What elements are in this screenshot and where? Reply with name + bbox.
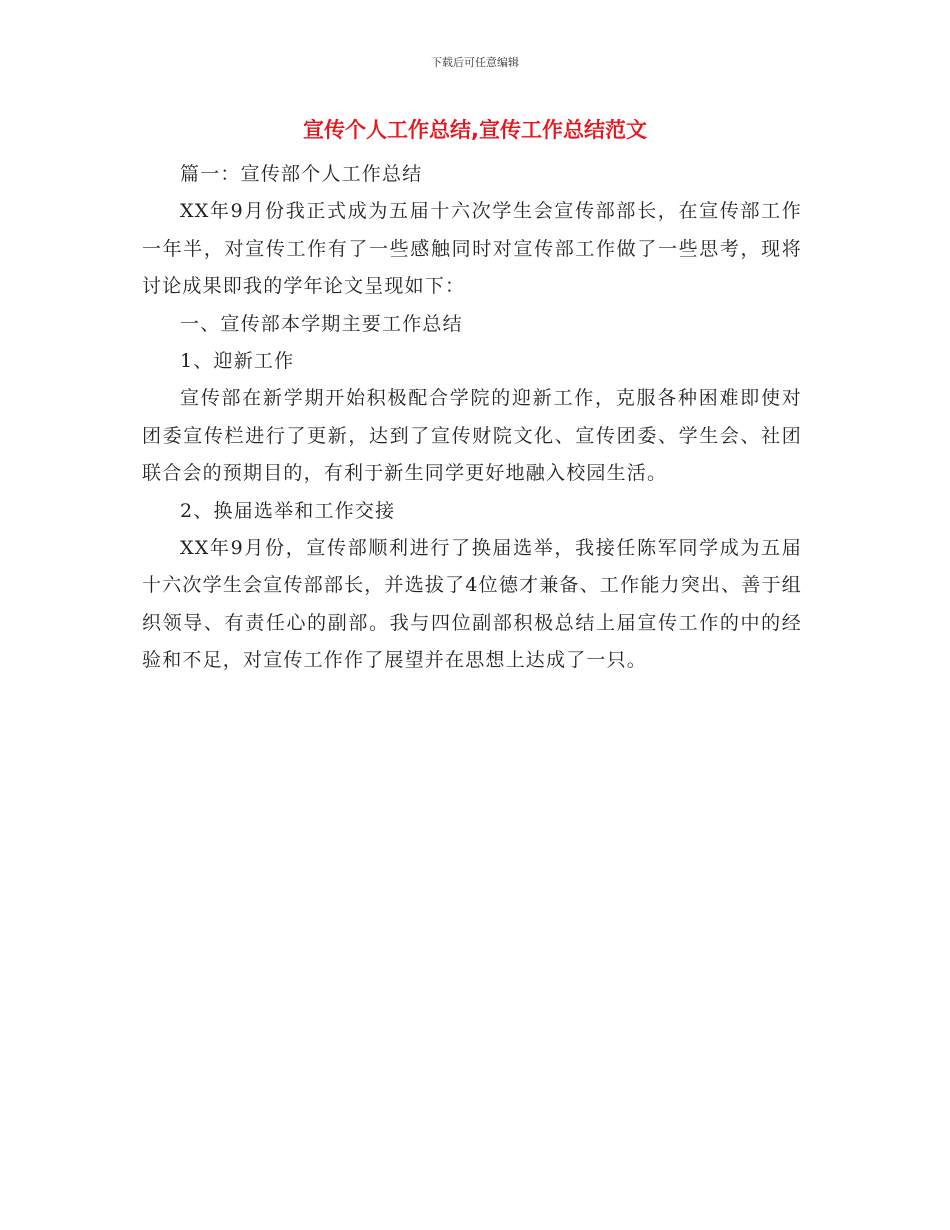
document-body xyxy=(142,156,802,680)
paragraph-subheading-2: 2、换届选举和工作交接 xyxy=(180,499,396,522)
document-title: 宣传个人工作总结,宣传工作总结范文 xyxy=(303,118,647,142)
paragraph-body-2: XX年9月份，宣传部顺利进行了换届选举，我接任陈军同学成为五届十六次学生会宣传部部长，并选拔了4位德才兼备、工作能力突出、善于组织领导、有责任心的副部。我与四位副部积极总结上届宣传工作的中的经验和不足，对宣传工作作了展望并在思想上达成了一只。 xyxy=(142,537,802,672)
paragraph-heading-1: 一、宣传部本学期主要工作总结 xyxy=(180,312,463,335)
header-note: 下载后可任意编辑 xyxy=(431,56,519,69)
paragraph-body-1: 宣传部在新学期开始积极配合学院的迎新工作，克服各种困难即使对团委宣传栏进行了更新，达到了宣传财院文化、宣传团委、学生会、社团联合会的预期目的，有利于新生同学更好地融入校园生活。 xyxy=(142,387,802,485)
paragraph-intro: XX年9月份我正式成为五届十六次学生会宣传部部长，在宣传部工作一年半，对宣传工作有了一些感触同时对宣传部工作做了一些思考，现将讨论成果即我的学年论文呈现如下： xyxy=(142,200,802,298)
paragraph-subheading-1: 1、迎新工作 xyxy=(180,350,295,373)
paragraph-section-heading: 篇一：宣传部个人工作总结 xyxy=(180,163,423,185)
